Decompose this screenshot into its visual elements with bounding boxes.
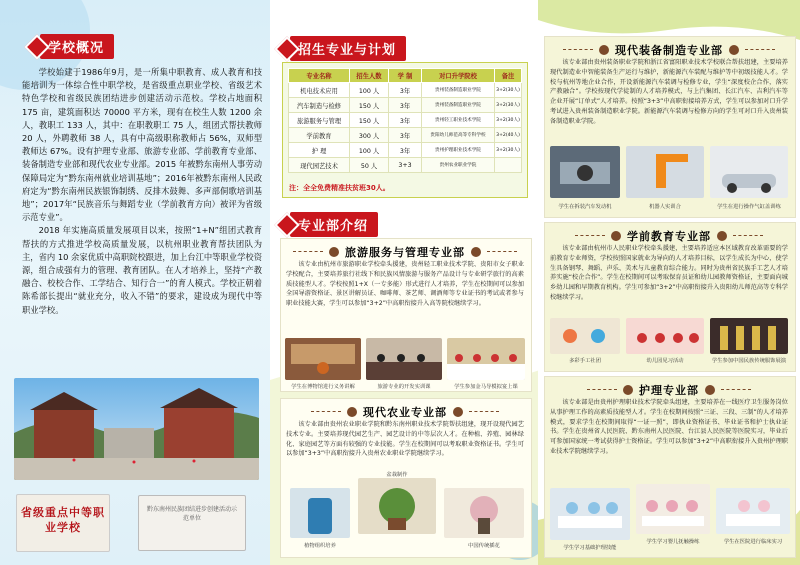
enroll-cell: 贵州装备制造职业学院 [422, 83, 495, 98]
enroll-cell: 贵州装备制造职业学院 [422, 98, 495, 113]
enroll-cell: 3+2(30人) [495, 98, 522, 113]
enroll-cell: 贵阳幼儿师范高等专科学校 [422, 128, 495, 143]
divider [487, 251, 517, 253]
enroll-cell [495, 158, 522, 173]
dot-icon [471, 247, 481, 257]
enroll-cell: 汽车制造与检修 [289, 98, 350, 113]
enroll-cell: 3年 [389, 113, 422, 128]
divider [745, 49, 775, 51]
nursing-photo-3 [716, 488, 790, 534]
preschool-caption-2: 幼儿园见习活动 [646, 358, 684, 364]
enroll-header-row [289, 69, 522, 83]
dot-icon [705, 385, 715, 395]
enroll-cell: 贵州护理职业技术学院 [422, 143, 495, 158]
dot-icon [329, 247, 339, 257]
agri-heading: 现代农业专业部 [280, 404, 530, 420]
preschool-photo-3 [710, 318, 788, 354]
enroll-cell: 50 人 [350, 158, 389, 173]
agri-photo-1 [290, 488, 350, 538]
tourism-caption-3: 学生参加金马导模拟宴上课 [454, 384, 518, 390]
tourism-caption-1: 学生在博物馆进行义务讲解 [291, 384, 355, 390]
agri-photo-3 [444, 488, 524, 538]
departments-panel [538, 0, 800, 565]
enroll-table-box [282, 62, 528, 198]
plaque-key-school: 省级重点中等职业学校 [16, 494, 110, 552]
enroll-cell: 机电技术应用 [289, 83, 350, 98]
divider [587, 389, 617, 391]
enroll-cell: 100 人 [350, 83, 389, 98]
enroll-cell: 贵州农业职业学院 [422, 158, 495, 173]
preschool-photo-1 [550, 318, 620, 354]
preschool-heading: 学前教育专业部 [544, 228, 794, 244]
col-years: 学 制 [389, 69, 422, 83]
school-overview-panel [0, 0, 270, 565]
enroll-row [289, 128, 522, 143]
equip-caption-2: 机器人实训合 [649, 204, 681, 210]
divider [311, 411, 341, 413]
enroll-row [289, 98, 522, 113]
enroll-table-body [289, 83, 522, 173]
preschool-caption-3: 学生参加中国民族传统服饰展演 [711, 358, 787, 364]
equip-photo-2 [626, 146, 704, 198]
campus-photo [14, 378, 259, 480]
agri-caption-3: 中国传统插花 [468, 543, 500, 549]
agri-caption-1: 植物组织培养 [304, 543, 336, 549]
equip-caption-3: 学生在进行操作气缸盖训练 [717, 204, 781, 210]
nursing-caption-2: 学生学习婴儿抚触操练 [646, 539, 700, 545]
divider [575, 235, 605, 237]
enroll-row [289, 143, 522, 158]
agri-caption-2: 盆栽制作 [386, 472, 408, 478]
dot-icon [611, 231, 621, 241]
overview-text [22, 66, 262, 317]
equip-photo-3 [710, 146, 788, 198]
enroll-cell: 护 理 [289, 143, 350, 158]
nursing-photo-2 [636, 484, 710, 534]
agri-photo-2 [358, 478, 436, 534]
enroll-cell: 现代园艺技术 [289, 158, 350, 173]
divider [469, 411, 499, 413]
dot-icon [453, 407, 463, 417]
equip-photo-1 [550, 146, 620, 198]
enroll-cell: 学前教育 [289, 128, 350, 143]
nursing-text: 该专业部是由贵州护理职业技术学院牵头组建，主要培养在一线医疗卫生服务岗位从事护理工作的高素质技能型人才。学生在校期间按照“三证、三段、三制”的人才培养模式，要求学生在校期间取得“一证一照”，即执业资格证书、毕业证书和护士执业证书。学生在贵州省人民医院、黔东南州人民医院、台江县人民医院等医院实习，毕业后可参加国家统一考试获得护士资格证。学生可以参加“3+2”中高职衔接升入贵州护理职业技术学院继续学习。 [550, 399, 788, 455]
nursing-photo-1 [550, 488, 630, 540]
enroll-cell: 300 人 [350, 128, 389, 143]
preschool-photo-2 [626, 318, 704, 354]
dot-icon [599, 45, 609, 55]
enroll-row [289, 113, 522, 128]
enroll-cell: 100 人 [350, 143, 389, 158]
preschool-text: 该专业部由杭州市人民职业学校牵头援建，主要培养适应本区域教育改革需要的学前教育专业师资，学校按照国家就业为导向的人才培养目标，以学生成长为中心，使学生具备钢琴、舞蹈、声乐、美术与儿童教育综合能力。同时为贵州省民族手工艺人才培养实施“校企合作”。学生在校期间可以考取保育员证和幼儿园教师资格证，主要面向城乡幼儿园和早期教育机构。学生可参加“3+2”中高职衔接升入贵阳幼儿师范高等专科学校继续学习。 [550, 245, 788, 301]
plaque-unity-unit: 黔东南州民族团结进步创建活动示范单位 [138, 495, 246, 551]
enroll-cell: 3+3 [389, 158, 422, 173]
divider [721, 389, 751, 391]
enroll-cell: 3年 [389, 83, 422, 98]
dot-icon [729, 45, 739, 55]
col-college: 对口升学院校 [422, 69, 495, 83]
divider [293, 251, 323, 253]
enroll-cell: 3+2(30人) [495, 143, 522, 158]
tourism-heading: 旅游服务与管理专业部 [280, 244, 530, 260]
overview-title: 学校概况 [28, 34, 114, 59]
nursing-heading: 护理专业部 [544, 382, 794, 398]
enroll-row [289, 83, 522, 98]
divider [563, 49, 593, 51]
tourism-photo-3 [447, 338, 525, 380]
tourism-photo-2 [366, 338, 442, 380]
dept-title: 专业部介绍 [278, 212, 378, 237]
dot-icon [347, 407, 357, 417]
nursing-caption-3: 学生在医院进行临床实习 [723, 539, 783, 545]
col-major: 专业名称 [289, 69, 350, 83]
divider [733, 235, 763, 237]
tourism-caption-2: 旅游专业的开发实训课 [377, 384, 431, 390]
enroll-cell: 贵州轻工职业技术学院 [422, 113, 495, 128]
enroll-cell: 3年 [389, 98, 422, 113]
enroll-cell: 旅游服务与管理 [289, 113, 350, 128]
nursing-caption-1: 学生学习基础护理技能 [563, 545, 617, 551]
dot-icon [623, 385, 633, 395]
enroll-title: 招生专业与计划 [278, 36, 406, 61]
enrollment-panel [270, 0, 538, 565]
preschool-caption-1: 多彩手工社团 [569, 358, 601, 364]
enroll-cell: 3年 [389, 143, 422, 158]
enroll-table [288, 68, 522, 173]
col-remark: 备注 [495, 69, 522, 83]
enroll-note: 注：全全免费精准扶贫班30人。 [289, 184, 390, 192]
col-count: 招生人数 [350, 69, 389, 83]
enroll-row [289, 158, 522, 173]
enroll-cell: 150 人 [350, 98, 389, 113]
agri-text: 该专业部由贵州农业职业学院和黔东南州职业技术学院帮扶组建，现开设现代园艺技术专业。主要培养现代园艺生产、园艺设计的中等层次人才。在种植、养殖、园林绿化、家庭园艺等方面有较强的专业技能。学生在校期间可以考取职业资格证书。学生可以参加“3+3”中高职衔接升入贵州农业职业学院继续学习。 [286, 421, 524, 458]
equip-caption-1: 学生在拆装汽车发动机 [558, 204, 612, 210]
equip-heading: 现代装备制造专业部 [544, 42, 794, 58]
overview-para-1: 学校始建于1986年9月，是一所集中职教育、成人教育和技能培训为一体综合性中职学校，是省级重点职业学校、省级艺术特色学校和省级民族团结进步创建活动示范校。学校占地面积 175 亩，建筑面积达 70000 平方米，现有在校生人数 1200 余人，教职工 133 人，其中：在职教职工 75 人，组团式帮扶教师 20 人，外聘教师 38 人，具有中高级职称教师占 56%，双师型教师达 67%。设有护理专业部、旅游专业部、学前教育专业部、装备制造专业部和现代农业专业部。2015 年被黔东南州人事劳动保障局定为“黔东南州就业培训基地”；2016年被黔东南州人民政府定为“黔东南州民族银饰制绣、反排木鼓舞、多声部侗歌培训基地”；2017年“民族音乐与舞蹈专业（学前教育方向）被评为省级示范专业”。 [22, 67, 262, 223]
enroll-cell: 150 人 [350, 113, 389, 128]
dot-icon [717, 231, 727, 241]
enroll-cell: 3年 [389, 128, 422, 143]
tourism-text: 该专业由杭州市旅游职业学校牵头援建，贵州轻工职业技术学院、贵阳市女子职业学校配合，主要培养旅行社线下和民族风情旅游与服务产品设计与专业研学旅行的高素质技能型人才。学校按照1+X（一专多能）形式进行人才培养，学生在校期间可以参加全国导游资格证、景区讲解员证、咖啡师、茶艺师、调酒师等专业证书的考试或者参与职业技能大赛，学生可以参加“3+2”中高职衔接升入高等院校继续学习。 [286, 261, 524, 308]
equip-text: 该专业部由贵州装备职业学院和浙江省富阳职业技术学校联合帮扶组建，主要培养现代制造业中智能装备生产运行与维护，新能源汽车装配与维护等中初级技能人才。学校与杭州等地企业合作，开设新能源汽车装调与检修专业，学生“深度校企合作，落实产教融合”。学校按现代学徒制的人才培养模式，与上汽集团、长江汽车、吉利汽车等企业开展“订单式”人才培养。按照“3+3”中高职衔接培养方式，学生可以参加对口升学考试进入贵州装备制造职业学院。新能源汽车装调与检修方向的学生可对口升入贵州装备制造职业学院。 [550, 59, 788, 125]
enroll-cell: 3+2(40人) [495, 128, 522, 143]
enroll-cell: 3+2(30人) [495, 113, 522, 128]
enroll-cell: 3+2(30人) [495, 83, 522, 98]
tourism-photo-1 [285, 338, 361, 380]
overview-para-2: 2018 年实施高质量发展项目以来，按照“1+N”组团式教育帮扶的方式推进学校高质量发展，以杭州职业教育帮扶团队为主，省内 10 余家优质中高职院校跟进，加上台江中等职业学校资源，组合成强有力的管理、教育团队。在人才培养上，坚持“产教融合、校校合作、工学结合、知行合一”的育人模式。学校正朝着陈希部长提出“就业充分，收入不错”的要求，建设成为现代中等职业学校。 [22, 225, 262, 315]
